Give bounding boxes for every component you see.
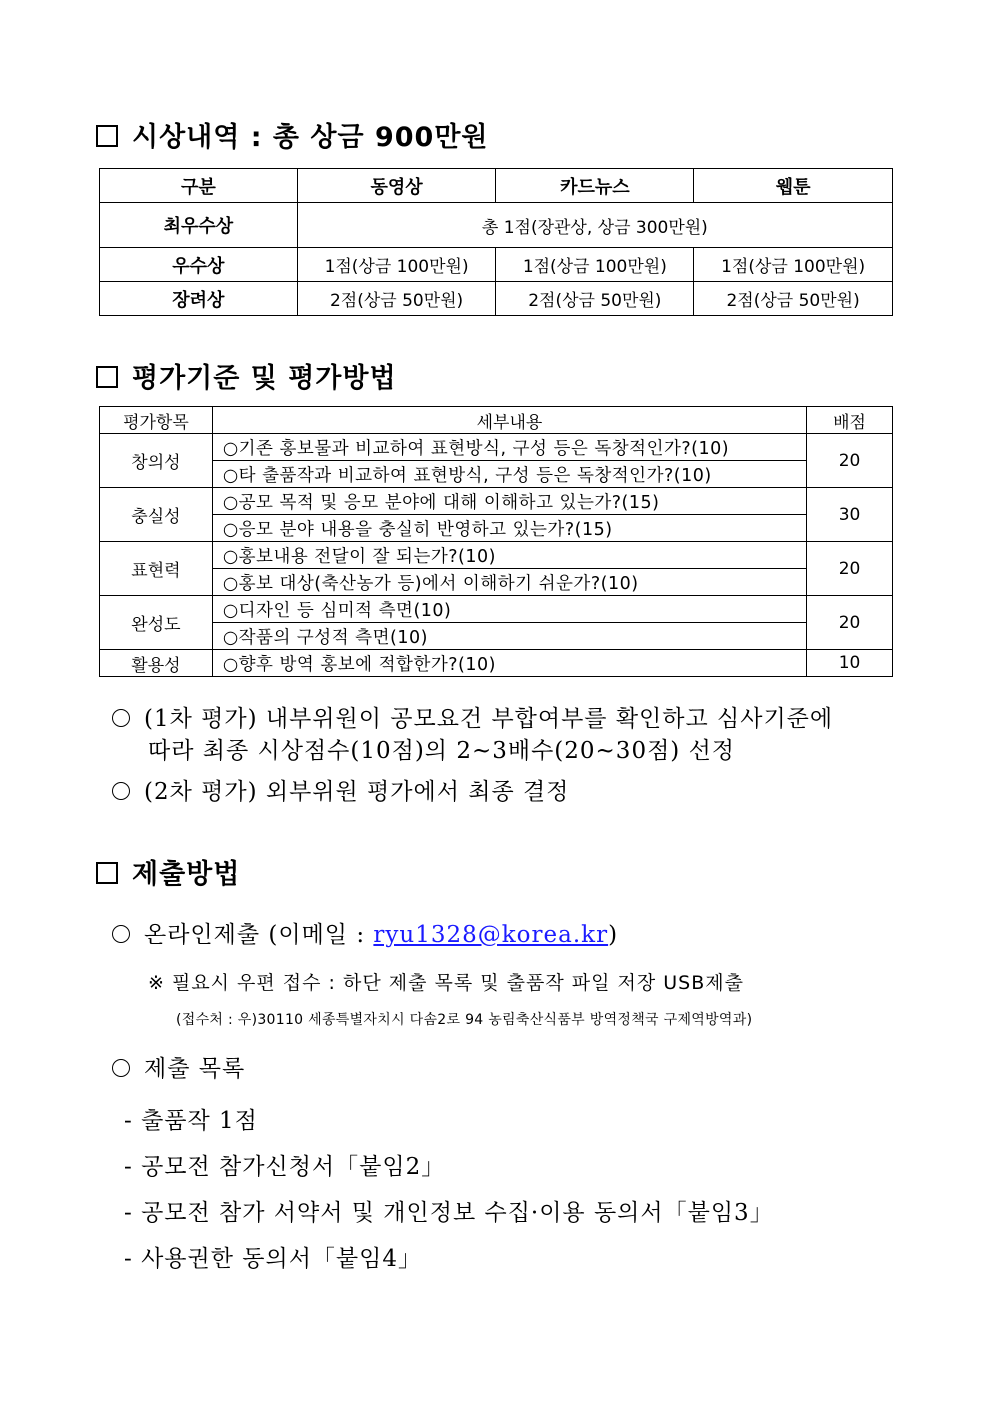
evaluation-note-1: (1차 평가) 내부위원이 공모요건 부합여부를 확인하고 심사기준에 [112, 702, 833, 736]
evaluation-table [99, 406, 893, 677]
header-detail: 세부내용 [212, 407, 806, 434]
table-cell: 2점(상금 50만원) [496, 282, 694, 316]
circle-bullet-icon [112, 1059, 130, 1077]
criterion-detail: ○타 출품작과 비교하여 표현방식, 구성 등은 독창적인가?(10) [212, 461, 806, 488]
submission-list-title: 제출 목록 [112, 1052, 245, 1086]
criterion-name: 활용성 [100, 650, 213, 677]
online-submission: 온라인제출 (이메일 : ryu1328@korea.kr) [112, 918, 618, 952]
table-row [100, 650, 893, 677]
table-header-row [100, 407, 893, 434]
encouragement-label: 장려상 [100, 282, 298, 316]
table-cell: 1점(상금 100만원) [297, 248, 496, 282]
table-row [100, 488, 893, 515]
list-item: - 사용권한 동의서「붙임4」 [124, 1246, 422, 1272]
circle-bullet-icon [112, 925, 130, 943]
prize-table [99, 168, 893, 316]
table-cell: 1점(상금 100만원) [496, 248, 694, 282]
criterion-score: 20 [807, 434, 893, 488]
mail-note: ※ 필요시 우편 접수 : 하단 제출 목록 및 출품작 파일 저장 USB제출 [148, 972, 744, 994]
circle-bullet-icon [112, 782, 130, 800]
header-webtoon: 웹툰 [694, 169, 893, 203]
criterion-detail: ○홍보 대상(축산농가 등)에서 이해하기 쉬운가?(10) [212, 569, 806, 596]
section-title-evaluation: 평가기준 및 평가방법 [96, 356, 397, 395]
criterion-score: 20 [807, 542, 893, 596]
criterion-name: 완성도 [100, 596, 213, 650]
header-cardnews: 카드뉴스 [496, 169, 694, 203]
table-row [100, 596, 893, 623]
mail-address: (접수처 : 우)30110 세종특별자치시 다솜2로 94 농림축산식품부 방역정책국 구제역방역과) [176, 1012, 753, 1028]
header-score: 배점 [807, 407, 893, 434]
table-row [100, 203, 893, 248]
table-row [100, 569, 893, 596]
grand-prize-label: 최우수상 [100, 203, 298, 248]
criterion-detail: ○기존 홍보물과 비교하여 표현방식, 구성 등은 독창적인가?(10) [212, 434, 806, 461]
table-cell: 2점(상금 50만원) [297, 282, 496, 316]
table-row [100, 461, 893, 488]
criterion-detail: ○작품의 구성적 측면(10) [212, 623, 806, 650]
section-title-submission: 제출방법 [96, 852, 240, 891]
evaluation-note-1-cont: 따라 최종 시상점수(10점)의 2~3배수(20~30점) 선정 [148, 738, 736, 764]
criterion-score: 30 [807, 488, 893, 542]
criterion-detail: ○향후 방역 홍보에 적합한가?(10) [212, 650, 806, 677]
table-row [100, 248, 893, 282]
grand-prize-value: 총 1점(장관상, 상금 300만원) [297, 203, 892, 248]
table-cell: 2점(상금 50만원) [694, 282, 893, 316]
table-row [100, 542, 893, 569]
criterion-detail: ○응모 분야 내용을 충실히 반영하고 있는가?(15) [212, 515, 806, 542]
evaluation-note-2: (2차 평가) 외부위원 평가에서 최종 결정 [112, 775, 569, 809]
table-row [100, 623, 893, 650]
criterion-name: 충실성 [100, 488, 213, 542]
header-category: 구분 [100, 169, 298, 203]
table-header-row [100, 169, 893, 203]
excellence-label: 우수상 [100, 248, 298, 282]
table-row [100, 515, 893, 542]
checkbox-square-icon [96, 125, 118, 147]
table-row [100, 282, 893, 316]
header-item: 평가항목 [100, 407, 213, 434]
criterion-detail: ○공모 목적 및 응모 분야에 대해 이해하고 있는가?(15) [212, 488, 806, 515]
list-item: - 공모전 참가신청서「붙임2」 [124, 1154, 446, 1180]
table-cell: 1점(상금 100만원) [694, 248, 893, 282]
criterion-name: 창의성 [100, 434, 213, 488]
list-item: - 공모전 참가 서약서 및 개인정보 수집·이용 동의서「붙임3」 [124, 1200, 774, 1226]
section-title-prizes: 시상내역 : 총 상금 900만원 [96, 115, 489, 154]
checkbox-square-icon [96, 862, 118, 884]
email-link[interactable]: ryu1328@korea.kr [373, 922, 609, 948]
criterion-detail: ○디자인 등 심미적 측면(10) [212, 596, 806, 623]
criterion-score: 10 [807, 650, 893, 677]
checkbox-square-icon [96, 366, 118, 388]
circle-bullet-icon [112, 709, 130, 727]
criterion-detail: ○홍보내용 전달이 잘 되는가?(10) [212, 542, 806, 569]
criterion-name: 표현력 [100, 542, 213, 596]
table-row [100, 434, 893, 461]
header-video: 동영상 [297, 169, 496, 203]
criterion-score: 20 [807, 596, 893, 650]
list-item: - 출품작 1점 [124, 1108, 258, 1134]
